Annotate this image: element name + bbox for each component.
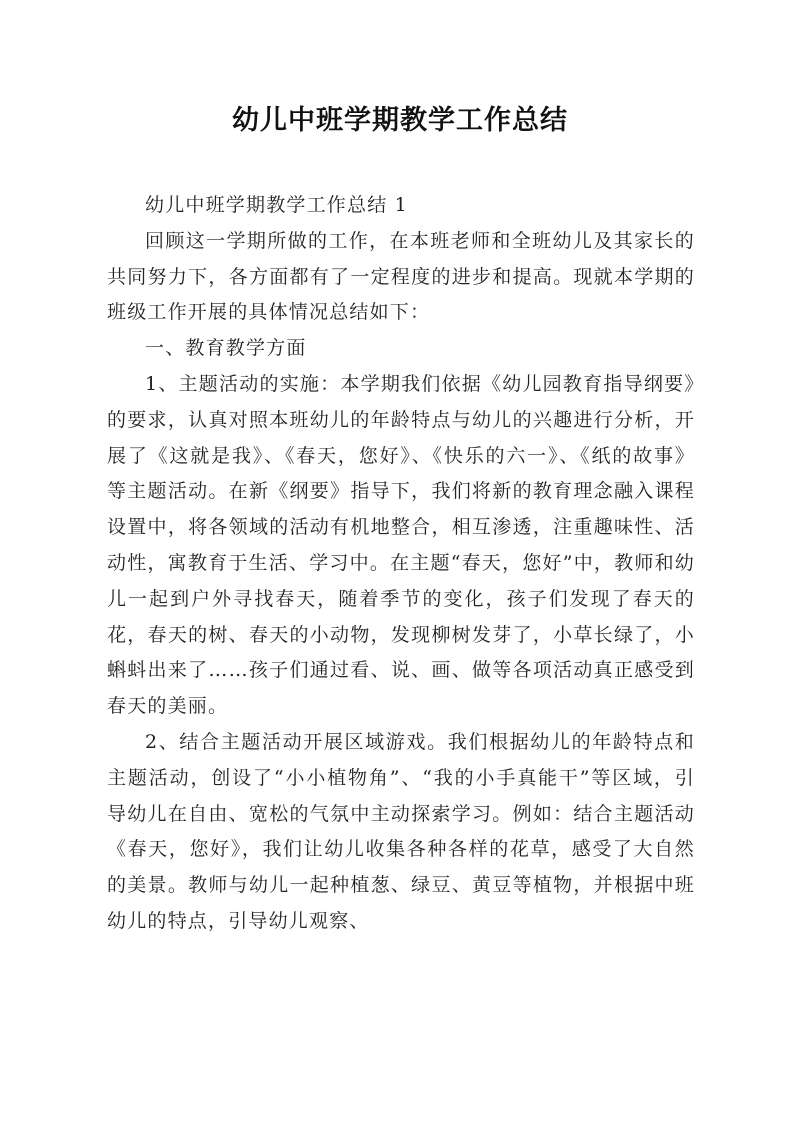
section-heading: 幼儿中班学期教学工作总结 1 [145,194,408,216]
body-paragraph: 回顾这一学期所做的工作，在本班老师和全班幼儿及其家长的共同努力下，各方面都有了一定程度的进步和提高。现就本学期的班级工作开展的具体情况总结如下： [107,229,695,324]
document-body [107,188,695,940]
body-paragraph: 2、结合主题活动开展区域游戏。我们根据幼儿的年龄特点和主题活动，创设了“小小植物角”、“我的小手真能干”等区域，引导幼儿在自由、宽松的气氛中主动探索学习。例如：结合主题活动《春天，您好》，我们让幼儿收集各种各样的花草，感受了大自然的美景。教师与幼儿一起种植葱、绿豆、黄豆等植物，并根据中班幼儿的特点，引导幼儿观察、 [107,730,695,932]
document-title: 幼儿中班学期教学工作总结 [232,105,568,136]
body-paragraph: 1、主题活动的实施：本学期我们依据《幼儿园教育指导纲要》的要求，认真对照本班幼儿的年龄特点与幼儿的兴趣进行分析，开展了《这就是我》、《春天，您好》、《快乐的六一》、《纸的故事》等主题活动。在新《纲要》指导下，我们将新的教育理念融入课程设置中，将各领域的活动有机地整合，相互渗透，注重趣味性、活动性，寓教育于生活、学习中。在主题“春天，您好”中，教师和幼儿一起到户外寻找春天，随着季节的变化，孩子们发现了春天的花，春天的树、春天的小动物，发现柳树发芽了，小草长绿了，小蝌蚪出来了……孩子们通过看、说、画、做等各项活动真正感受到春天的美丽。 [107,372,695,718]
body-paragraph: 一、教育教学方面 [145,337,307,360]
